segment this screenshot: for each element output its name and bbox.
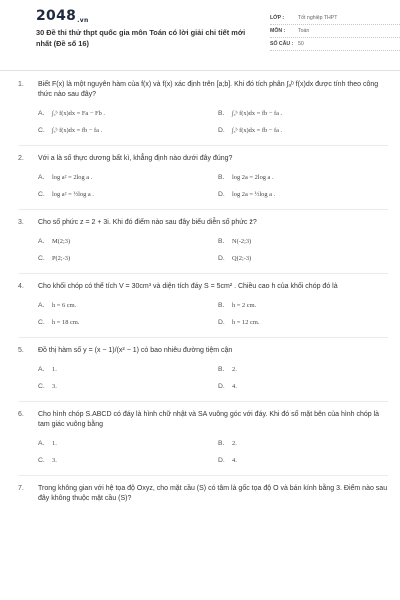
question-number: 7. <box>18 485 24 492</box>
answer-letter: D. <box>218 255 225 262</box>
answer-letter: B. <box>218 366 225 373</box>
answer-letter: A. <box>38 302 45 309</box>
question-separator <box>18 401 388 402</box>
question-item <box>18 218 388 265</box>
answer-option[interactable] <box>38 236 208 248</box>
info-label: MÔN : <box>270 28 286 34</box>
answer-text: ∫ₐᵇ f(x)dx = Fa − Fb . <box>52 110 105 117</box>
answer-text: h = 6 cm. <box>52 302 77 309</box>
question-list <box>18 80 388 504</box>
answer-text: log a² = ½log a . <box>52 191 94 198</box>
question-number: 5. <box>18 347 24 354</box>
answer-text: P(2;-3) <box>52 255 71 262</box>
info-value: Tốt nghiệp THPT <box>298 15 338 21</box>
answer-letter: D. <box>218 457 225 464</box>
info-value: 50 <box>298 41 304 47</box>
answer-letter: B. <box>218 174 225 181</box>
answer-text: 2. <box>232 366 237 373</box>
answer-letter: D. <box>218 383 225 390</box>
answer-text: 3. <box>52 383 57 390</box>
answer-letter: C. <box>38 127 45 134</box>
question-separator <box>18 475 388 476</box>
exam-info-panel <box>270 12 400 51</box>
answer-letter: A. <box>38 440 45 447</box>
question-text: Đồ thị hàm số y = (x − 1)/(x² − 1) có bao nhiêu đường tiệm cận <box>38 347 233 354</box>
answer-option[interactable] <box>38 108 208 120</box>
answer-letter: C. <box>38 383 45 390</box>
question-number: 4. <box>18 283 24 290</box>
answer-option[interactable] <box>38 317 208 329</box>
answer-letter: B. <box>218 302 225 309</box>
info-label: LỚP : <box>270 15 285 21</box>
answer-options <box>38 300 388 329</box>
answer-letter: C. <box>38 319 45 326</box>
answer-letter: D. <box>218 127 225 134</box>
question-number: 2. <box>18 155 24 162</box>
answer-text: ∫ₐᵇ f(x)dx = fb − fa . <box>232 110 283 117</box>
answer-letter: A. <box>38 366 45 373</box>
info-row-class <box>270 12 400 25</box>
answer-option[interactable] <box>218 125 388 137</box>
answer-option[interactable] <box>218 300 388 312</box>
question-number: 6. <box>18 411 24 418</box>
answer-text: log 2a = 2log a . <box>232 174 274 181</box>
answer-options <box>38 236 388 265</box>
question-text: Cho hình chóp S.ABCD có đáy là hình chữ nhật và SA vuông góc với đáy. Khi đó số mặt bên của hình chóp là tam giác vuông bằng <box>38 411 380 428</box>
question-item <box>18 484 388 504</box>
question-text: Với a là số thực dương bất kì, khẳng định nào dưới đây đúng? <box>38 155 233 162</box>
answer-text: Q(2;-3) <box>232 255 252 262</box>
answer-option[interactable] <box>38 381 208 393</box>
question-item <box>18 154 388 201</box>
answer-options <box>38 364 388 393</box>
exam-title: 30 Đề thi thử thpt quốc gia môn Toán có lời giải chi tiết mới nhất (Đề số 16) <box>36 28 246 48</box>
answer-option[interactable] <box>218 172 388 184</box>
info-value: Toán <box>298 28 310 34</box>
answer-text: h = 18 cm. <box>52 319 80 326</box>
answer-text: ∫ₐᵇ f(x)dx = fb − fa . <box>52 127 103 134</box>
question-item <box>18 282 388 329</box>
answer-text: 4. <box>232 383 237 390</box>
question-separator <box>18 273 388 274</box>
header-divider <box>0 70 400 71</box>
answer-option[interactable] <box>218 253 388 265</box>
answer-option[interactable] <box>218 189 388 201</box>
answer-option[interactable] <box>38 253 208 265</box>
answer-option[interactable] <box>218 236 388 248</box>
question-item <box>18 80 388 137</box>
info-row-count <box>270 38 400 51</box>
question-separator <box>18 337 388 338</box>
answer-letter: A. <box>38 174 45 181</box>
answer-option[interactable] <box>38 364 208 376</box>
answer-text: ∫ₐᵇ f(x)dx = fb − fa . <box>232 127 283 134</box>
answer-text: M(2;3) <box>52 238 71 245</box>
site-logo[interactable]: 2048.vn <box>36 8 89 24</box>
answer-option[interactable] <box>38 455 208 467</box>
info-row-subject <box>270 25 400 38</box>
answer-text: 1. <box>52 440 57 447</box>
answer-option[interactable] <box>218 108 388 120</box>
answer-option[interactable] <box>38 125 208 137</box>
question-text: Trong không gian với hệ tọa độ Oxyz, cho mặt cầu (S) có tâm là gốc tọa độ O và bán kính bằng 3. Điểm nào sau đây không thuộc mặt cầu (S)? <box>38 485 388 502</box>
answer-option[interactable] <box>218 438 388 450</box>
answer-letter: A. <box>38 110 45 117</box>
answer-option[interactable] <box>38 189 208 201</box>
info-label: SỐ CÂU : <box>270 41 294 47</box>
answer-letter: A. <box>38 238 45 245</box>
answer-letter: D. <box>218 319 225 326</box>
answer-option[interactable] <box>218 317 388 329</box>
answer-text: h = 12 cm. <box>232 319 260 326</box>
answer-letter: B. <box>218 110 225 117</box>
answer-letter: C. <box>38 255 45 262</box>
question-text: Cho khối chóp có thể tích V = 30cm³ và diện tích đáy S = 5cm² . Chiều cao h của khối chóp đó là <box>38 283 338 290</box>
answer-option[interactable] <box>38 438 208 450</box>
answer-text: h = 2 cm. <box>232 302 257 309</box>
answer-option[interactable] <box>38 172 208 184</box>
answer-text: 2. <box>232 440 237 447</box>
question-separator <box>18 145 388 146</box>
answer-option[interactable] <box>218 381 388 393</box>
answer-option[interactable] <box>38 300 208 312</box>
answer-letter: B. <box>218 440 225 447</box>
answer-letter: C. <box>38 457 45 464</box>
question-item <box>18 410 388 467</box>
answer-options <box>38 108 388 137</box>
answer-text: N(-2;3) <box>232 238 252 245</box>
question-number: 1. <box>18 81 24 88</box>
question-text: Cho số phức z = 2 + 3i. Khi đó điểm nào sau đây biểu diễn số phức z̄? <box>38 219 257 226</box>
answer-text: 3. <box>52 457 57 464</box>
question-number: 3. <box>18 219 24 226</box>
question-text: Biết F(x) là một nguyên hàm của f(x) và f(x) xác định trên [a;b]. Khi đó tích phân ∫ₐᵇ f(x)dx được tính theo công thức nào sau đây? <box>38 81 379 98</box>
answer-letter: C. <box>38 191 45 198</box>
exam-header <box>18 0 388 64</box>
question-item <box>18 346 388 393</box>
answer-letter: B. <box>218 238 225 245</box>
answer-option[interactable] <box>218 455 388 467</box>
answer-options <box>38 172 388 201</box>
answer-text: log 2a = ½log a . <box>232 191 276 198</box>
answer-option[interactable] <box>218 364 388 376</box>
answer-text: 4. <box>232 457 237 464</box>
answer-options <box>38 438 388 467</box>
question-separator <box>18 209 388 210</box>
answer-letter: D. <box>218 191 225 198</box>
answer-text: log a² = 2log a . <box>52 174 93 181</box>
answer-text: 1. <box>52 366 57 373</box>
